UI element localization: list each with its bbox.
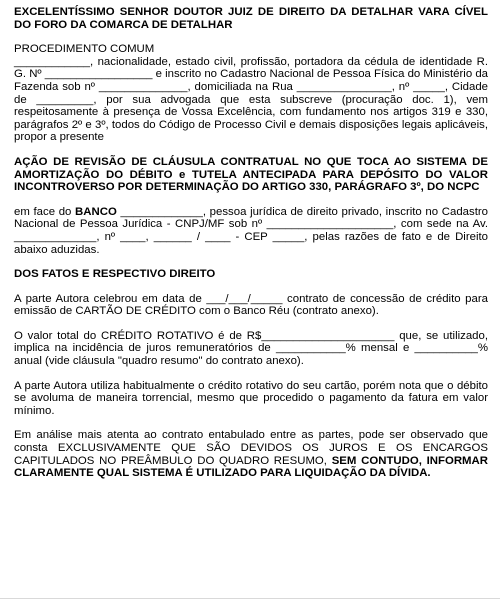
facts-paragraph-3: A parte Autora utiliza habitualmente o crédito rotativo do seu cartão, porém nota que o débito se avoluma de maneira torrencial, mesmo que procedido o pagamento da fatura em valor mínimo. [14, 379, 488, 417]
facts-paragraph-4 [14, 429, 488, 479]
facts-paragraph-1: A parte Autora celebrou em data de ___/___/_____ contrato de concessão de crédito para emissão de CARTÃO DE CRÉDITO com o Banco Réu (contrato anexo). [14, 292, 488, 318]
defendant-qualification [14, 206, 488, 256]
facts-paragraph-2: O valor total do CRÉDITO ROTATIVO é de R$_____________________ que, se utilizado, implica na incidência de juros remuneratórios de ___________% mensal e __________% anual (vide cláusula "quadro resumo" do contrato anexo). [14, 329, 488, 368]
action-title: AÇÃO DE REVISÃO DE CLÁUSULA CONTRATUAL NO QUE TOCA AO SISTEMA DE AMORTIZAÇÃO DO DÉBITO e TUTELA ANTECIPADA PARA DEPÓSITO DO VALOR INCONTROVERSO POR DETERMINAÇÃO DO ARTIGO 330, PARÁGRAFO 3º, DO NCPC [14, 155, 488, 194]
defendant-prefix: em face do [14, 205, 76, 218]
defendant-bank-label: BANCO [75, 205, 117, 218]
page-bottom-rule [0, 598, 500, 599]
facts-section-title: DOS FATOS E RESPECTIVO DIREITO [14, 268, 216, 281]
court-address-header: EXCELENTÍSSIMO SENHOR DOUTOR JUIZ DE DIREITO DA DETALHAR VARA CÍVEL DO FORO DA COMARCA DE DETALHAR [14, 6, 488, 31]
facts-paragraph-4-text: Em análise mais atenta ao contrato entabulado entre as partes, pode ser observado que consta EXCLUSIVAMENTE QUE SÃO DEVIDOS OS JUROS E OS ENCARGOS CAPITULADOS NO PREÂMBULO DO QUADRO RESUMO, [14, 429, 488, 467]
facts-paragraph-4-emphasis: SEM CONTUDO, INFORMAR CLARAMENTE QUAL SISTEMA É UTILIZADO PARA LIQUIDAÇÃO DA DÍVIDA. [14, 454, 488, 480]
plaintiff-qualification: ____________, nacionalidade, estado civil, profissão, portadora da cédula de identidade R. G. Nº _________________ e inscrito no Cadastro Nacional de Pessoa Física do Ministério da Fazenda sob nº ______________, domiciliada na Rua _______________, nº _____, Cidade de _________, por sua advogada que esta subscreve (procuração doc. 1), vem respeitosamente à presença de Vossa Excelência, com fundamento nos artigos 319 e 330, parágrafos 2º e 3º, todos do Código de Processo Civil e demais disposições legais aplicáveis, propor a presente [14, 55, 488, 144]
procedure-type: PROCEDIMENTO COMUM [14, 43, 155, 56]
defendant-details: _____________, pessoa jurídica de direito privado, inscrito no Cadastro Nacional de Pessoa Jurídica - CNPJ/MF sob nº ____________________, com sede na Av. _____________, nº ____, ______ / ____ - CEP _____, pelas razões de fato e de Direito abaixo aduzidas. [14, 205, 488, 256]
